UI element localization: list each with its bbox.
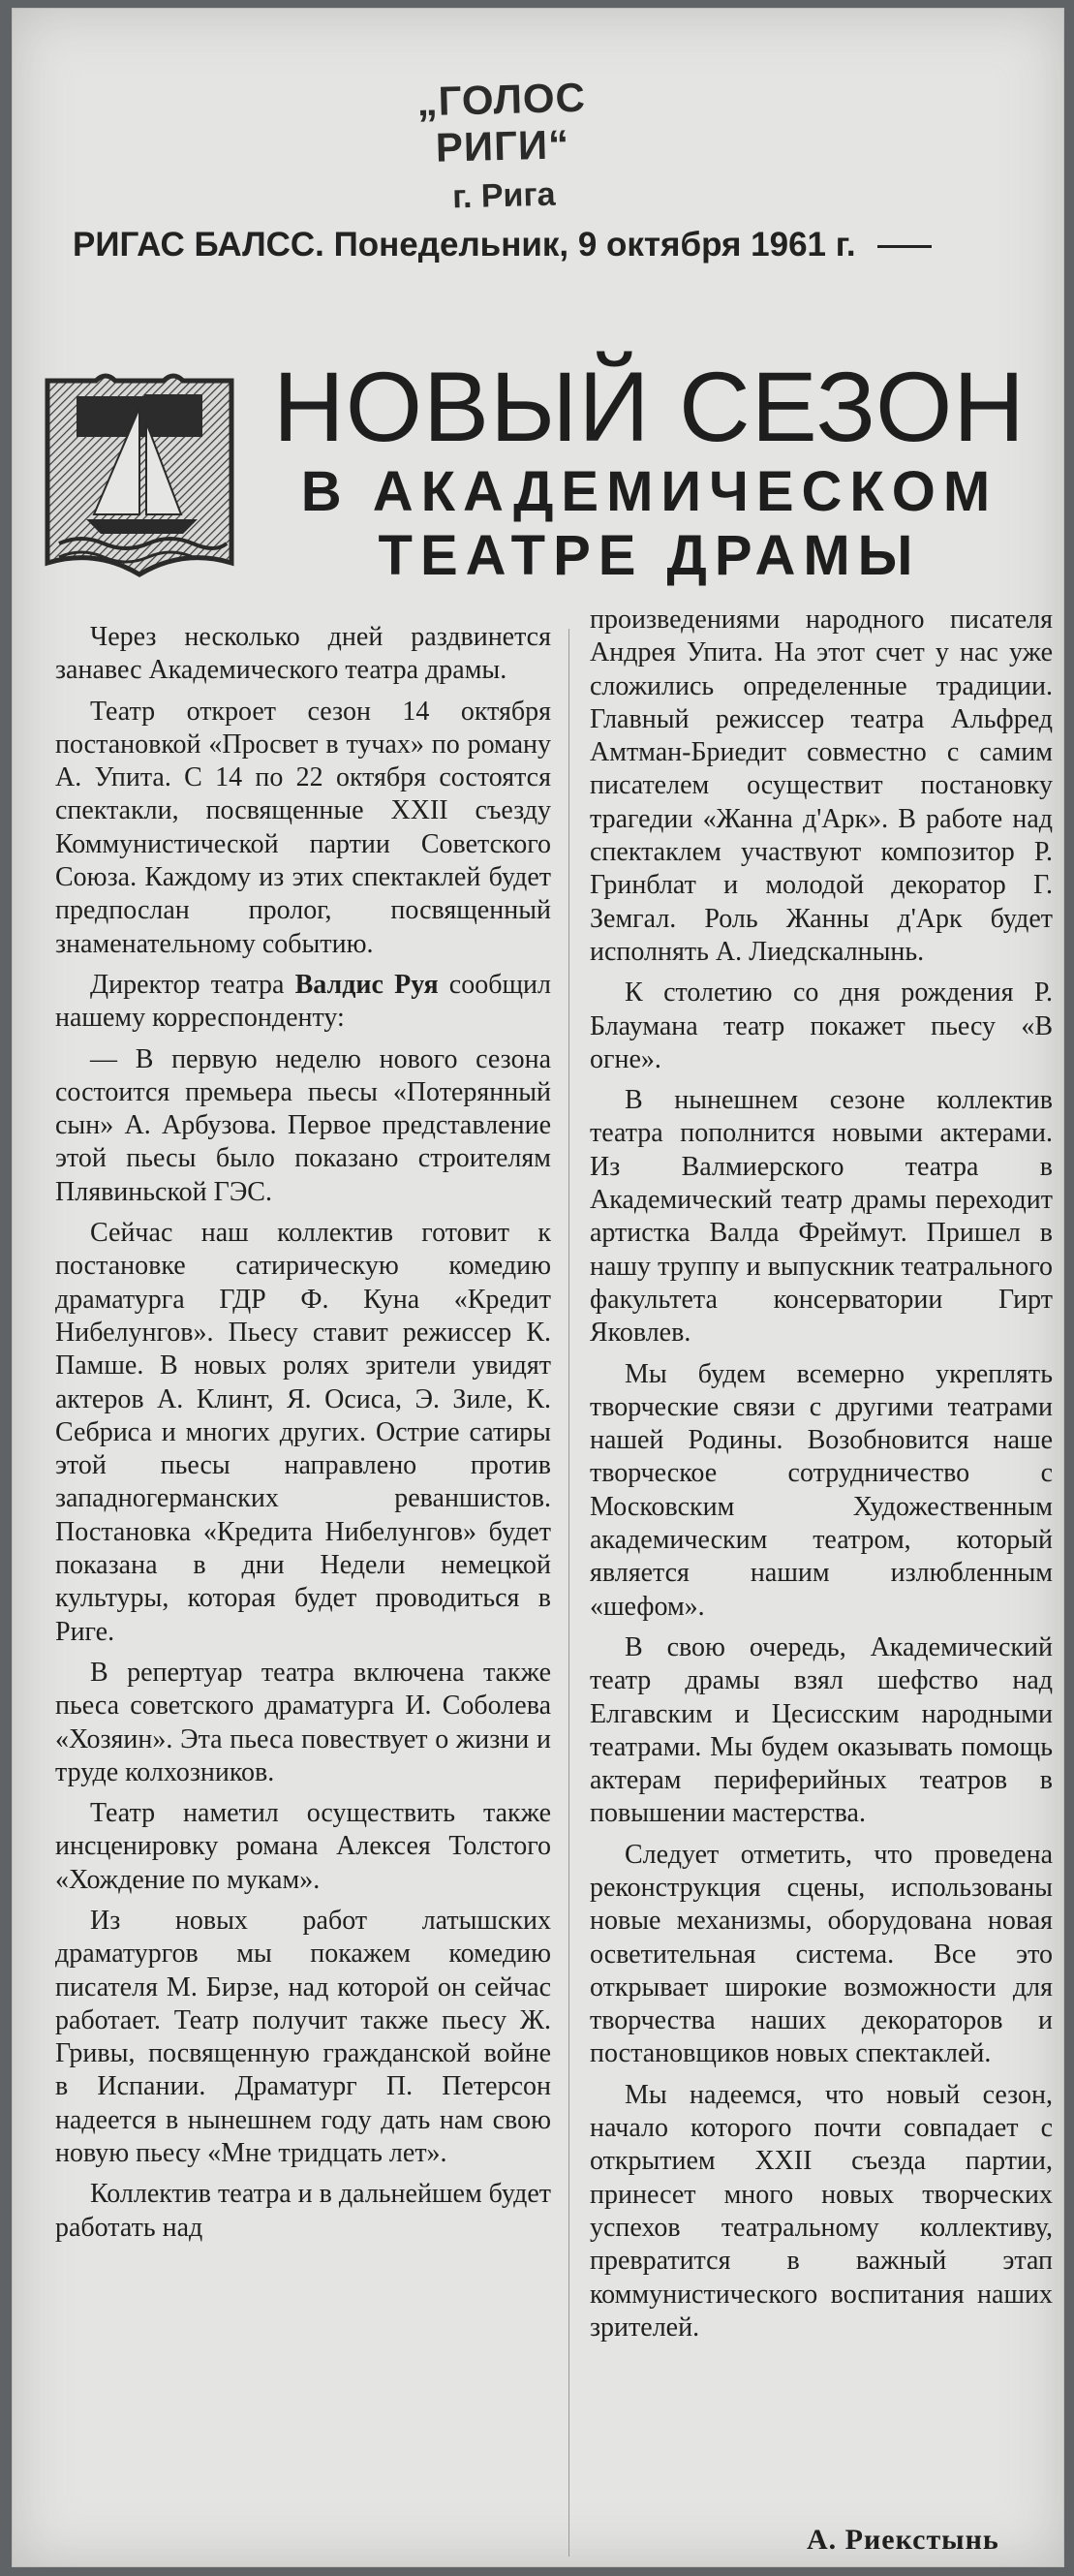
article-paragraph: Следует отметить, что проведена реконструкция сцены, использованы новые механизмы, оборудована новая осветительная система. Все это открывает широкие возможности для творчества наших декораторов и постановщиков новых спектаклей. <box>590 1839 1053 2069</box>
headline-subtitle-1: В АКАДЕМИЧЕСКОМ <box>300 460 998 523</box>
article-paragraph: К столетию со дня рождения Р. Блаумана театр покажет пьесу «В огне». <box>590 978 1053 1074</box>
article-paragraph: В нынешнем сезоне коллектив театра пополнится новыми актерами. Из Валмиерского театра в Академический театр драмы переходит артистка Валда Фреймут. Пришел в нашу труппу и выпускник театрального факультета консерватории Гирт Яковлев. <box>590 1085 1053 1349</box>
stamp-line-1: „ГОЛОС РИГИ“ <box>415 74 587 171</box>
article-paragraph: Через несколько дней раздвинется занавес Академического театра драмы. <box>55 622 551 686</box>
article-paragraph: Из новых работ латышских драматургов мы покажем комедию писателя М. Бирзе, над которой он сейчас работает. Театр получит также пьесу Ж. Гривы, посвященную гражданской войне в Испании. Драматург П. Петерсон надеется в нынешнем году дать нам свою новую пьесу «Мне тридцать лет». <box>55 1905 551 2169</box>
newspaper-stamp <box>355 73 650 219</box>
dateline <box>73 226 1022 264</box>
article-paragraph: В свою очередь, Академический театр драмы взял шефство над Елгавским и Цесисским народными театрами. Мы будем оказывать помощь актерам периферийных театров в повышении мастерства. <box>590 1631 1053 1829</box>
stamp-line-2: г. Рига <box>451 175 556 216</box>
newspaper-clipping <box>12 8 1064 2567</box>
dateline-text: РИГАС БАЛСС. Понедельник, 9 октября 1961 г. <box>73 226 856 264</box>
article-paragraph: Мы надеемся, что новый сезон, начало которого почти совпадает с открытием XXII съезда партии, принесет много новых творческих успехов театральному коллективу, превратится в важный этап коммунистического воспитания наших зрителей. <box>590 2079 1053 2343</box>
article-paragraph: В репертуар театра включена также пьеса советского драматурга И. Соболева «Хозяин». Эта пьеса повествует о жизни и труде колхозников. <box>55 1657 551 1787</box>
article-paragraph: Театр наметил осуществить также инсценировку романа Алексея Толстого «Хождение по мукам». <box>55 1798 551 1895</box>
article-paragraph: Сейчас наш коллектив готовит к постановке сатирическую комедию драматурга ГДР Ф. Куна «Кредит Нибелунгов». Пьесу ставит режиссер К. Памше. В новых ролях зрители увидят актеров А. Клинт, Я. Осиса, Э. Зиле, К. Себриса и многих других. Острие сатиры этой пьесы направлено против западногерманских реваншистов. Постановка «Кредита Нибелунгов» будет показана в дни Недели немецкой культуры, которая будет проводиться в Риге. <box>55 1218 551 1647</box>
article-column-left <box>55 621 551 2252</box>
headline <box>255 354 1044 588</box>
article-paragraph: Коллектив театра и в дальнейшем будет работать над <box>55 2179 551 2243</box>
director-name: Валдис Руя <box>294 969 439 1000</box>
article-paragraph: Мы будем всемерно укреплять творческие связи с другими театрами нашей Родины. Возобновится наше творческое сотрудничество с Московским Художественным академическим театром, который является нашим излюбленным «шефом». <box>590 1358 1053 1622</box>
dateline-rule <box>877 245 932 248</box>
article-column-right <box>590 604 1053 2352</box>
sailboat-emblem-icon <box>38 369 241 587</box>
column-divider <box>568 629 569 2557</box>
article-paragraph: произведениями народного писателя Андрея Упита. На этот счет у нас уже сложились определенные традиции. Главный режиссер театра Альфред Амтман-Бриедит совместно с самим писателем осуществит постановку трагедии «Жанна д'Арк». В работе над спектаклем участвуют композитор Р. Гринблат и молодой декоратор Г. Земгал. Роль Жанны д'Арк будет исполнять А. Лиедскалнынь. <box>590 605 1053 967</box>
director-outro: сообщил нашему корреспонденту: <box>55 969 551 1034</box>
article-paragraph: Театр откроет сезон 14 октября постановкой «Просвет в тучах» по роману А. Упита. С 14 по 22 октября состоятся спектакли, посвященные XXII съезду Коммунистической партии Советского Союза. Каждому из этих спектаклей будет предпослан пролог, посвященный знаменательному событию. <box>55 696 551 959</box>
headline-subtitle-2: ТЕАТРЕ ДРАМЫ <box>378 524 921 587</box>
headline-title: НОВЫЙ СЕЗОН <box>273 352 1026 462</box>
article-author: А. Риекстынь <box>807 2524 999 2556</box>
article-paragraph: — В первую неделю нового сезона состоится премьера пьесы «Потерянный сын» А. Арбузова. Первое представление этой пьесы было показано строителям Плявиньской ГЭС. <box>55 1043 551 1207</box>
article-paragraph-director <box>55 969 551 1036</box>
director-intro: Директор театра <box>90 969 295 1000</box>
